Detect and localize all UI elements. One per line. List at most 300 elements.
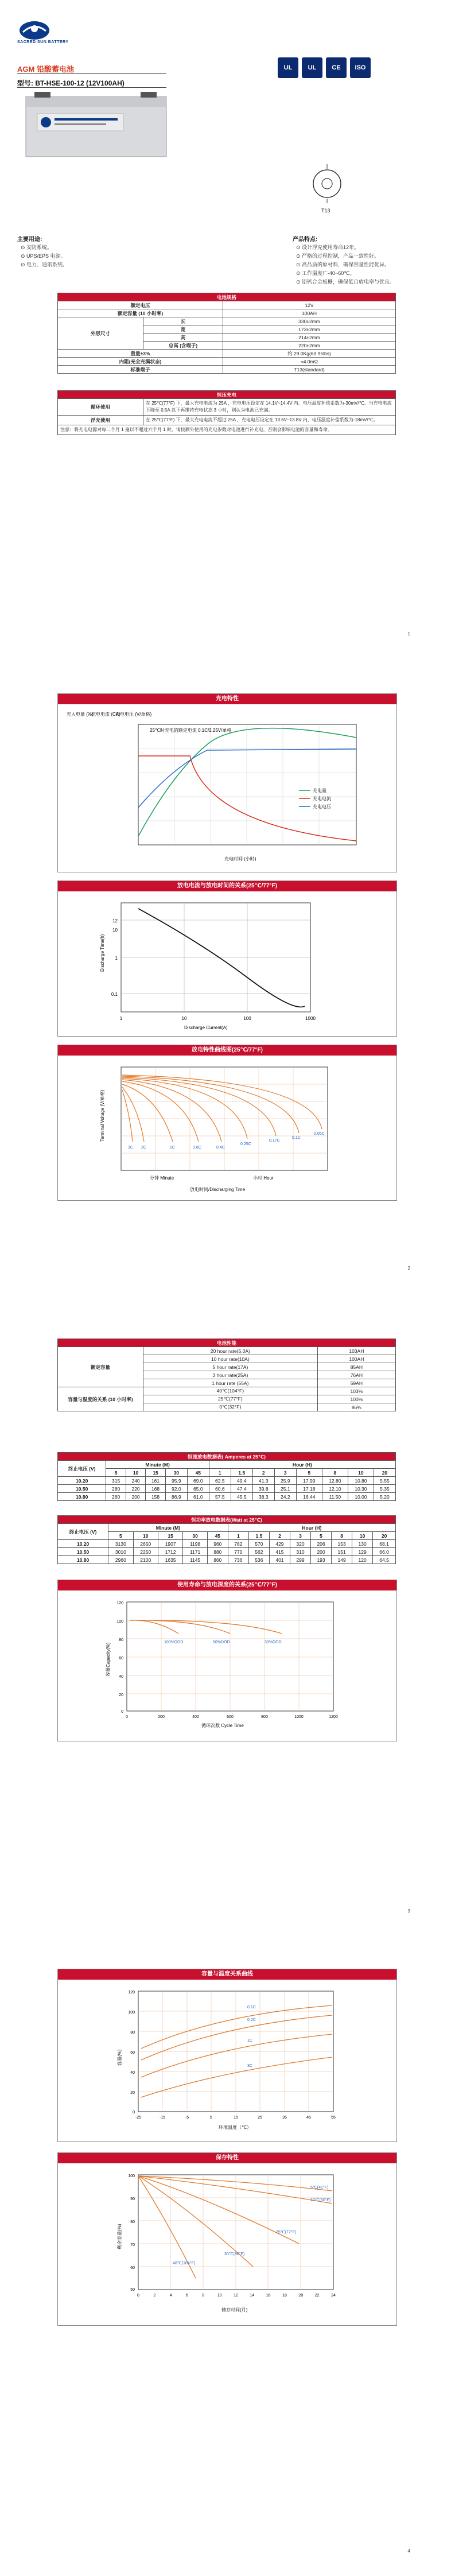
table-cell: 240	[126, 1477, 145, 1485]
table-cell: 149	[332, 1556, 352, 1564]
table-cell: 47.4	[231, 1485, 252, 1493]
discharge-time-title: 放电电流与放电时间的关系(25℃/77°F)	[58, 881, 396, 891]
cycle-ytick: 80	[119, 1638, 123, 1642]
charge-note: 注意：将充电电源对每二个月 1 遍以不超过六个月 1 时，请按额外使用的充电参数对电池进行补充电，否则会影响电池的容量和寿命。	[58, 425, 396, 435]
title-divider	[17, 73, 166, 74]
perf-value: 85AH	[317, 1363, 395, 1371]
discharge-time-plot	[58, 891, 395, 1035]
column-header: 1.5	[231, 1469, 252, 1477]
table-cell: 736	[228, 1556, 248, 1564]
feature-item: ⊙ 设计浮充使用寿命12年。	[296, 245, 360, 250]
table-cell: 49.4	[231, 1477, 252, 1485]
table-cell: 158	[146, 1493, 165, 1501]
cert-label: ISO	[355, 64, 366, 71]
cycle-xtick: 600	[227, 1715, 234, 1719]
dt-xtick: 100	[243, 1016, 251, 1021]
cutoff-header: 终止电压 (V)	[58, 1524, 108, 1540]
cutoff-voltage: 10.50	[58, 1548, 108, 1556]
table-cell: 960	[207, 1540, 228, 1548]
perf-rate: 10 hour rate(10A)	[143, 1355, 318, 1363]
table-cell: 120	[352, 1556, 373, 1564]
table-cell: 260	[106, 1493, 126, 1501]
table-cell: 206	[311, 1540, 332, 1548]
table-row	[58, 1493, 396, 1501]
table-cell: 220	[126, 1485, 145, 1493]
temp-xtick: 15	[234, 2116, 238, 2120]
cycle-ytick: 20	[119, 1693, 123, 1697]
spec-table-header: 电池规格	[58, 293, 396, 301]
page-number: 3	[407, 1908, 410, 1914]
storage-xtick: 4	[169, 2294, 172, 2298]
table-cell: 860	[207, 1556, 228, 1564]
float-use-text: 在 25℃(77°F) 下，最大充电电流不超过 25A ，充电电压设定在 13.6V~13.8V 内，电压温度补偿系数为-18mV/℃。	[143, 416, 396, 425]
storage-label: 25℃(77°F)	[276, 2230, 297, 2234]
cycle-chart-title: 使用寿命与放电深度的关系(25℃/77°F)	[58, 1580, 396, 1590]
table-cell: 310	[290, 1548, 310, 1556]
temp-ytick: 40	[130, 2071, 135, 2075]
charge-chart-title: 充电特性	[58, 694, 396, 704]
table-cell: 25.9	[274, 1477, 296, 1485]
storage-label: 40℃(104°F)	[173, 2261, 196, 2265]
dc-hour-note: 小时 Hour	[253, 1176, 274, 1181]
spec-label: 高	[143, 333, 223, 342]
storage-label: 5℃(41°F)	[310, 2186, 329, 2190]
cycle-use-label: 循环使用	[58, 399, 143, 416]
spec-label: 重量±3%	[58, 350, 223, 358]
feature-item: ⊙ 工作温度广-40~60℃。	[296, 270, 355, 276]
dt-xtick: 10	[181, 1016, 187, 1021]
column-header: 1	[228, 1532, 248, 1540]
table-cell: 429	[269, 1540, 290, 1548]
cutoff-voltage: 10.20	[58, 1477, 106, 1485]
terminal-diagram	[307, 161, 347, 207]
discharge-curve-title: 放电特性曲线图(25℃/77°F)	[58, 1045, 396, 1056]
table-cell: 570	[248, 1540, 269, 1548]
cutoff-voltage: 10.80	[58, 1493, 106, 1501]
table-cell: 5.55	[374, 1477, 395, 1485]
table-cell: 86.9	[165, 1493, 187, 1501]
storage-xtick-group	[137, 2294, 336, 2298]
table-cell: 64.5	[373, 1556, 396, 1564]
perf-rate: 5 hour rate(17A)	[143, 1363, 318, 1371]
dt-xtick: 1000	[305, 1016, 316, 1021]
column-header: 2	[269, 1532, 290, 1540]
cycle-use-text: 在 25℃(77°F) 下，最大充电电流为 25A ，充电电压设定在 14.1V~14.4V 内。电压温度补偿系数为-30mV/℃。当充电电流下降至 0.5A 以下再维持充电状态 3 小时，则认为电池已充满。	[143, 399, 396, 416]
table-header: 恒功率放电数据表(Watt at 25℃)	[58, 1516, 396, 1524]
table-row	[58, 1485, 396, 1493]
table-row	[58, 1548, 396, 1556]
temp-chart-plot	[58, 1980, 395, 2140]
temp-chart-title: 容量与温度关系曲线	[58, 1969, 396, 1980]
column-header: 3	[290, 1532, 310, 1540]
temp-xtick: 35	[282, 2116, 287, 2120]
table-cell: 129	[352, 1548, 373, 1556]
spec-value: 12V	[223, 301, 396, 309]
model-number: 型号: BT-HSE-100-12 (12V100AH)	[17, 79, 125, 87]
cycle-xtick: 1000	[294, 1715, 304, 1719]
table-header: 恒流放电数据表( Amperes at 25℃)	[58, 1453, 396, 1461]
perf-value: 76AH	[317, 1371, 395, 1379]
perf-table-header: 电池性能	[58, 1339, 396, 1347]
charge-chart	[57, 693, 397, 872]
storage-xtick: 8	[202, 2294, 205, 2298]
storage-chart-title: 保存特性	[58, 2153, 396, 2163]
table-cell: 92.0	[165, 1485, 187, 1493]
table-cell: 17.18	[296, 1485, 322, 1493]
table-cell: 315	[106, 1477, 126, 1485]
temperature-chart	[57, 1969, 397, 2142]
table-cell: 10.30	[348, 1485, 374, 1493]
usage-item: ⊙ 电力、通讯系统。	[21, 262, 68, 267]
curve-label: 3C	[128, 1146, 133, 1150]
temp-ylabel: 容量(%)	[117, 2049, 122, 2066]
table-cell: 10.80	[348, 1477, 374, 1485]
table-cell: 2250	[133, 1548, 158, 1556]
storage-xtick: 20	[298, 2294, 304, 2298]
storage-ylabel: 剩余容量(%)	[117, 2224, 122, 2249]
table-cell: 17.99	[296, 1477, 322, 1485]
table-cell: 10.00	[348, 1493, 374, 1501]
column-header: 5	[296, 1469, 322, 1477]
table-cell: 200	[126, 1493, 145, 1501]
table-cell: 1712	[158, 1548, 182, 1556]
model-divider	[17, 87, 166, 88]
charge-legend-item: 充电电流	[313, 796, 331, 801]
table-cell: 770	[228, 1548, 248, 1556]
feature-item: ⊙ 高品质的原材料，确保容量性能优异。	[296, 262, 390, 267]
temp-xtick: 45	[306, 2116, 311, 2120]
table-row	[58, 1556, 396, 1564]
temp-ytick: 80	[130, 2031, 135, 2035]
column-header: 30	[165, 1469, 187, 1477]
temp-xlabel: 环境温度（℃）	[219, 2125, 251, 2130]
spec-value: 173±2mm	[223, 325, 396, 333]
storage-chart	[57, 2152, 397, 2326]
spec-label: 宽	[143, 325, 223, 333]
perf-rate: 1 hour rate (55A)	[143, 1379, 318, 1387]
cycle-xtick: 0	[126, 1715, 128, 1719]
table-cell: 1198	[183, 1540, 207, 1548]
storage-ytick: 50	[130, 2288, 135, 2292]
curve-label: 0.25C	[240, 1142, 251, 1146]
table-cell: 41.3	[252, 1477, 274, 1485]
charge-table	[57, 390, 396, 435]
temp-label: 0.1C	[247, 2005, 256, 2009]
cycle-xlabel: 循环次数 Cycle Time	[201, 1723, 244, 1728]
dt-ytick: 12	[112, 918, 118, 924]
temp-xtick: 5	[210, 2116, 212, 2120]
curve-label: 0.4C	[216, 1146, 225, 1150]
table-cell: 2650	[133, 1540, 158, 1548]
column-header: 30	[183, 1532, 207, 1540]
storage-xtick: 16	[266, 2294, 271, 2298]
storage-ytick: 90	[130, 2197, 135, 2201]
table-row	[58, 1477, 396, 1485]
table-cell: 161	[146, 1477, 165, 1485]
table-cell: 16.44	[296, 1493, 322, 1501]
spec-group-label: 外形尺寸	[58, 317, 143, 350]
spec-value: 214±2mm	[223, 333, 396, 342]
page-4	[0, 1929, 455, 2576]
table-cell: 415	[269, 1548, 290, 1556]
temp-ytick: 0	[133, 2111, 135, 2115]
temp-label: 3C	[247, 2064, 252, 2068]
cycle-ytick: 120	[116, 1601, 123, 1605]
feature-item: ⊙ 严格的过程控制，产品一致性好。	[296, 253, 380, 259]
cycle-xtick: 400	[192, 1715, 199, 1719]
storage-xtick: 10	[217, 2294, 222, 2298]
column-header: 2	[252, 1469, 274, 1477]
spec-value: 330±2mm	[223, 317, 396, 325]
cycle-xtick: 800	[261, 1715, 268, 1719]
table-cell: 1635	[158, 1556, 182, 1564]
storage-xtick: 22	[314, 2294, 320, 2298]
table-cell: 1171	[183, 1548, 207, 1556]
storage-xtick: 24	[331, 2294, 336, 2298]
column-header: 8	[332, 1532, 352, 1540]
power-discharge-table	[57, 1515, 396, 1564]
charge-ylabel-1: 充入电量 (%)	[67, 712, 94, 717]
table-cell: 2960	[108, 1556, 133, 1564]
curve-label: 2C	[141, 1146, 146, 1150]
column-header: 45	[207, 1532, 228, 1540]
table-cell: 60.6	[209, 1485, 231, 1493]
cutoff-header: 终止电压 (V)	[58, 1461, 106, 1477]
table-cell: 38.3	[252, 1493, 274, 1501]
table-cell: 1145	[183, 1556, 207, 1564]
table-cell: 130	[352, 1540, 373, 1548]
storage-ytick: 80	[130, 2220, 135, 2224]
column-header: 15	[146, 1469, 165, 1477]
cycle-label: 30%DOD	[265, 1640, 282, 1644]
table-cell: 69.0	[187, 1477, 209, 1485]
dt-xlabel: Discharge Current(A)	[184, 1025, 228, 1030]
storage-xtick: 6	[186, 2294, 188, 2298]
spec-label: 总高 (含端子)	[143, 342, 223, 350]
temp-label: 0.2C	[247, 2018, 256, 2022]
spec-value: 220±2mm	[223, 342, 396, 350]
cycle-label: 100%DOD	[164, 1640, 184, 1644]
cycle-ytick: 100	[116, 1620, 123, 1624]
document-title: AGM 铅酸蓄电池	[17, 65, 74, 73]
minute-header: Minute (M)	[106, 1461, 209, 1469]
spec-label: 标准端子	[58, 366, 223, 374]
table-cell: 320	[290, 1540, 310, 1548]
spec-value: ≈4.0mΩ	[223, 358, 396, 366]
column-header: 20	[373, 1532, 396, 1540]
storage-label: 10℃(50°F)	[310, 2198, 331, 2202]
battery-photo	[23, 91, 169, 160]
column-header: 45	[187, 1469, 209, 1477]
spec-value: T13(standard)	[223, 366, 396, 374]
table-cell: 12.80	[322, 1477, 348, 1485]
table-cell: 66.0	[373, 1548, 396, 1556]
dc-ylabel: Terminal Voltage (V/单格)	[100, 1089, 105, 1142]
table-cell: 782	[228, 1540, 248, 1548]
curve-label: 0.05C	[314, 1132, 325, 1136]
column-header: 10	[352, 1532, 373, 1540]
temp-xtick: 55	[331, 2116, 336, 2120]
features-list	[296, 243, 440, 286]
table-cell: 5.20	[374, 1493, 395, 1501]
charge-legend-item: 充电电压	[313, 804, 331, 809]
cycle-ytick: 0	[121, 1710, 123, 1714]
perf-value: 100%	[317, 1395, 395, 1403]
table-cell: 280	[106, 1485, 126, 1493]
temp-ytick: 120	[128, 1991, 135, 1995]
column-header: 20	[374, 1469, 395, 1477]
storage-ytick: 100	[128, 2174, 135, 2178]
usage-title: 主要用途:	[17, 236, 42, 243]
spec-value: 约 29.0Kg(63.95lbs)	[223, 350, 396, 358]
column-header: 8	[322, 1469, 348, 1477]
cycle-xtick: 200	[158, 1715, 165, 1719]
charge-chart-plot	[58, 704, 395, 871]
page-1	[0, 0, 455, 643]
spec-label: 额定电压	[58, 301, 223, 309]
perf-value: 100AH	[317, 1355, 395, 1363]
column-header: 10	[126, 1469, 145, 1477]
ul-recognized-icon	[302, 57, 322, 78]
cycle-chart-plot	[58, 1590, 395, 1740]
dt-xtick: 1	[119, 1016, 123, 1021]
temp-label: 1C	[247, 2039, 252, 2043]
column-header: 5	[108, 1532, 133, 1540]
temp-ytick: 20	[130, 2091, 135, 2095]
column-header: 5	[311, 1532, 332, 1540]
table-cell: 562	[248, 1548, 269, 1556]
usage-item: ⊙ 安防系统。	[21, 245, 53, 250]
column-header: 15	[158, 1532, 182, 1540]
minute-header: Minute (M)	[108, 1524, 228, 1532]
storage-xtick: 12	[234, 2294, 238, 2298]
cutoff-voltage: 10.80	[58, 1556, 108, 1564]
storage-xtick: 0	[137, 2294, 139, 2298]
dt-ytick: 1	[115, 956, 118, 961]
storage-xlabel: 储存时间(月)	[221, 2307, 248, 2313]
curve-label: 0.1C	[292, 1136, 301, 1140]
charge-table-header: 恒压充电	[58, 391, 396, 399]
table-row	[58, 1540, 396, 1548]
temp-xtick: -15	[159, 2116, 166, 2120]
dc-minute-note: 分钟 Minute	[150, 1176, 174, 1181]
page-number: 2	[407, 1266, 410, 1271]
table-cell: 25.1	[274, 1485, 296, 1493]
temp-xtick: -25	[135, 2116, 142, 2120]
ul-cert-icon	[278, 57, 298, 78]
storage-ytick: 60	[130, 2266, 135, 2270]
cycle-life-chart	[57, 1580, 397, 1741]
temp-capacity-label: 容量与温度的关系 (10 小时率)	[58, 1387, 143, 1411]
spec-label: 长	[143, 317, 223, 325]
table-cell: 153	[332, 1540, 352, 1548]
discharge-curve-plot	[58, 1056, 395, 1199]
cycle-ytick: 40	[119, 1675, 123, 1679]
usage-list	[21, 243, 164, 269]
column-header: 10	[133, 1532, 158, 1540]
temp-xtick: 25	[258, 2116, 262, 2120]
page-number: 1	[407, 631, 410, 637]
brand-name: SACRED SUN BATTERY	[17, 40, 69, 44]
charge-ylabel-3: 充电电压 (V/单格)	[115, 712, 152, 717]
perf-temp: 0℃(32°F)	[143, 1403, 318, 1411]
spec-value: 100AH	[223, 309, 396, 317]
table-cell: 65.0	[187, 1485, 209, 1493]
perf-value: 59AH	[317, 1379, 395, 1387]
cert-label: CE	[332, 64, 341, 71]
cycle-label: 50%DOD	[213, 1640, 230, 1644]
usage-item: ⊙ UPS/EPS 电源。	[21, 253, 66, 259]
page-2	[0, 643, 455, 1286]
charge-legend-item: 充电量	[313, 788, 326, 793]
features-title: 产品特点:	[293, 236, 318, 243]
column-header: 5	[106, 1469, 126, 1477]
curve-label: 0.6C	[193, 1146, 201, 1150]
spec-label: 额定容量 (10 小时率)	[58, 309, 223, 317]
table-cell: 401	[269, 1556, 290, 1564]
table-cell: 12.10	[322, 1485, 348, 1493]
hour-header: Hour (H)	[209, 1461, 395, 1469]
perf-temp: 40℃(104°F)	[143, 1387, 318, 1395]
perf-rate: 20 hour rate(5.0A)	[143, 1347, 318, 1355]
perf-temp: 25℃(77°F)	[143, 1395, 318, 1403]
feature-item: ⊙ 铅钙合金板栅，确保低自放电率与优良。	[296, 279, 395, 285]
temp-ytick: 100	[128, 2011, 135, 2015]
cycle-ytick: 60	[119, 1656, 123, 1661]
dc-xlabel: 放电时间/Discharging Time	[190, 1187, 246, 1192]
table-cell: 1907	[158, 1540, 182, 1548]
table-cell: 95.9	[165, 1477, 187, 1485]
brand-logo	[17, 20, 52, 41]
table-cell: 880	[207, 1548, 228, 1556]
perf-value: 103%	[317, 1387, 395, 1395]
storage-label: 30℃(86°F)	[224, 2252, 245, 2256]
perf-value: 103AH	[317, 1347, 395, 1355]
dt-ytick: 0.1	[111, 992, 118, 997]
dt-ylabel: Discharge Time(h)	[100, 934, 105, 972]
discharge-time-chart	[57, 880, 397, 1037]
table-cell: 2100	[133, 1556, 158, 1564]
dt-ytick: 10	[112, 928, 118, 933]
float-use-label: 浮充使用	[58, 416, 143, 425]
table-cell: 3130	[108, 1540, 133, 1548]
charge-ylabel-2: 充电电流 (CA)	[91, 712, 120, 717]
table-cell: 3010	[108, 1548, 133, 1556]
page-number: 4	[407, 2548, 410, 2554]
table-cell: 45.5	[231, 1493, 252, 1501]
charge-xlabel: 充电时间 (小时)	[224, 856, 256, 862]
table-cell: 62.5	[209, 1477, 231, 1485]
table-cell: 5.35	[374, 1485, 395, 1493]
table-cell: 299	[290, 1556, 310, 1564]
spec-table	[57, 293, 396, 374]
iso-cert-icon	[350, 57, 371, 78]
temp-ytick: 60	[130, 2051, 135, 2055]
table-cell: 193	[311, 1556, 332, 1564]
column-header: 1	[209, 1469, 231, 1477]
storage-ytick: 70	[130, 2243, 135, 2247]
charge-caption: 25℃时充电的额定电流 0.1C/2.25V/单格	[150, 728, 232, 733]
storage-xtick: 2	[153, 2294, 156, 2298]
table-cell: 68.1	[373, 1540, 396, 1548]
table-cell: 11.50	[322, 1493, 348, 1501]
column-header: 10	[348, 1469, 374, 1477]
storage-xtick: 18	[282, 2294, 287, 2298]
cutoff-voltage: 10.50	[58, 1485, 106, 1493]
column-header: 1.5	[248, 1532, 269, 1540]
storage-chart-plot	[58, 2163, 395, 2324]
terminal-label: T13	[321, 208, 330, 214]
